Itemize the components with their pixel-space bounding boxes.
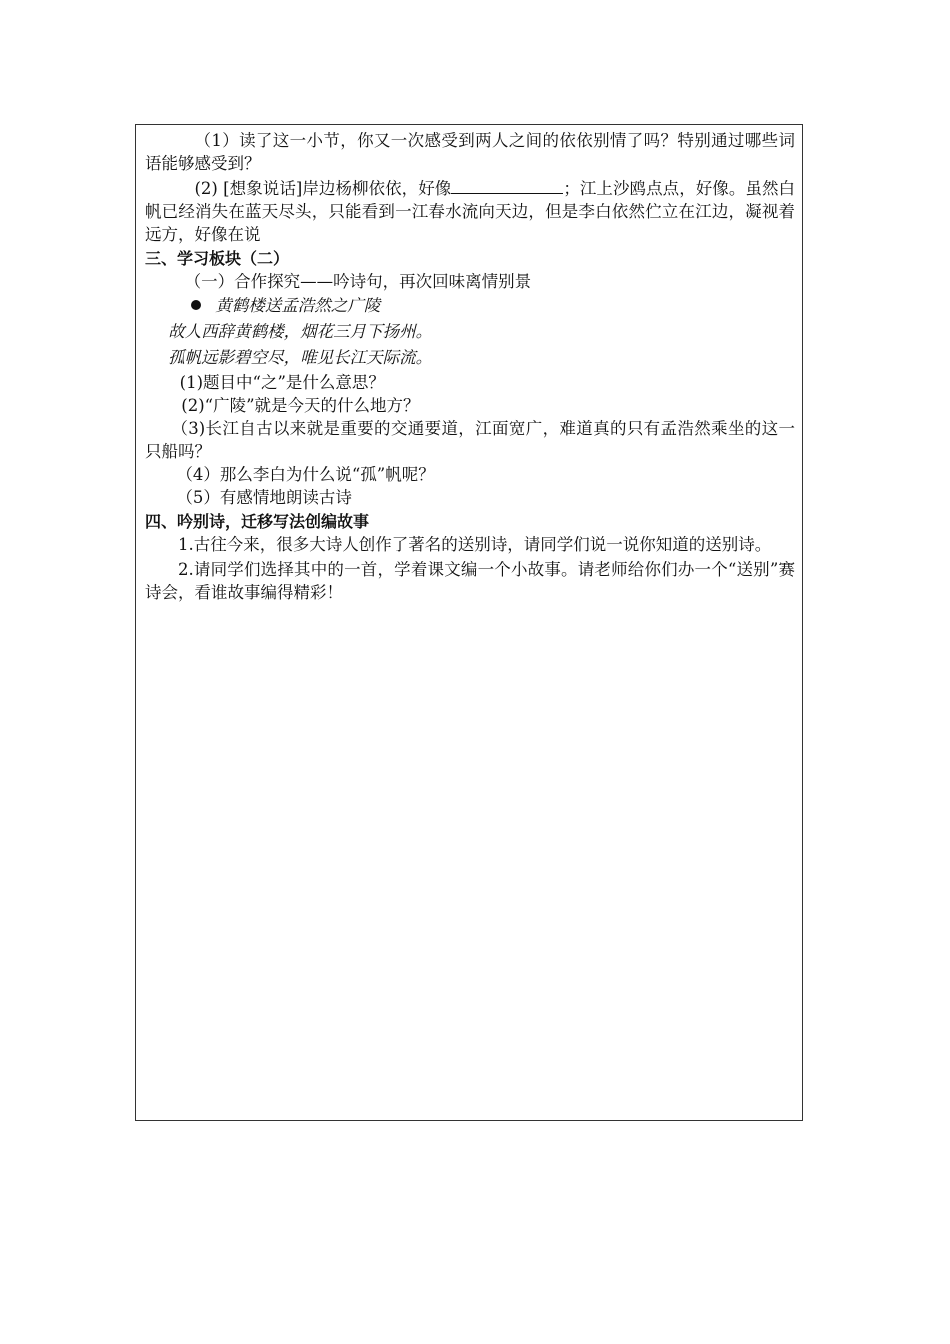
poem-title-line — [145, 293, 795, 319]
section-4-heading: 四、吟别诗，迁移写法创编故事 — [145, 512, 370, 531]
poem-question-1: (1)题目中“之”是什么意思？ — [179, 373, 385, 392]
poem-line-2: 孤帆远影碧空尽，唯见长江天际流。 — [168, 348, 433, 367]
section-3-heading: 三、学习板块（二） — [145, 249, 290, 268]
poem-question-2: (2)“广陵”就是今天的什么地方？ — [181, 396, 420, 415]
lesson-content — [145, 129, 795, 604]
lesson-table-cell — [135, 124, 803, 1121]
poem-title: 黄鹤楼送孟浩然之广陵 — [215, 296, 381, 315]
poem-question-4: （4）那么李白为什么说“孤”帆呢？ — [176, 465, 435, 484]
bullet-icon — [191, 300, 201, 310]
question-2-part-3: 。虽然白帆已经消失在蓝天尽头，只能看到一江春水流向天边，但是李白依然伫立在江边，凝视着远方，好像在说 — [145, 179, 796, 244]
question-1: （1）读了这一小节，你又一次感受到两人之间的依依别情了吗？特别通过哪些词语能够感受到？ — [145, 131, 795, 173]
section-4-item-1: 1.古往今来，很多大诗人创作了著名的送别诗，请同学们说一说你知道的送别诗。 — [178, 535, 772, 554]
question-2-part-1: (2) [想象说话]岸边杨柳依依，好像 — [194, 179, 452, 198]
answer-blank[interactable] — [451, 177, 563, 194]
section-4-item-2: 2.请同学们选择其中的一首，学着课文编一个小故事。请老师给你们办一个“送别”赛诗会，看谁故事编得精彩！ — [145, 560, 795, 602]
question-2 — [145, 177, 795, 246]
poem-question-5: （5）有感情地朗读古诗 — [176, 488, 352, 507]
cooperative-inquiry-subheading: （一）合作探究——吟诗句，再次回味离情别景 — [184, 272, 532, 291]
poem-line-1: 故人西辞黄鹤楼，烟花三月下扬州。 — [168, 322, 433, 341]
question-2-part-2: ；江上沙鸥点点，好像 — [563, 179, 729, 198]
poem-question-3: （3)长江自古以来就是重要的交通要道，江面宽广，难道真的只有孟浩然乘坐的这一只船吗？ — [145, 419, 795, 461]
